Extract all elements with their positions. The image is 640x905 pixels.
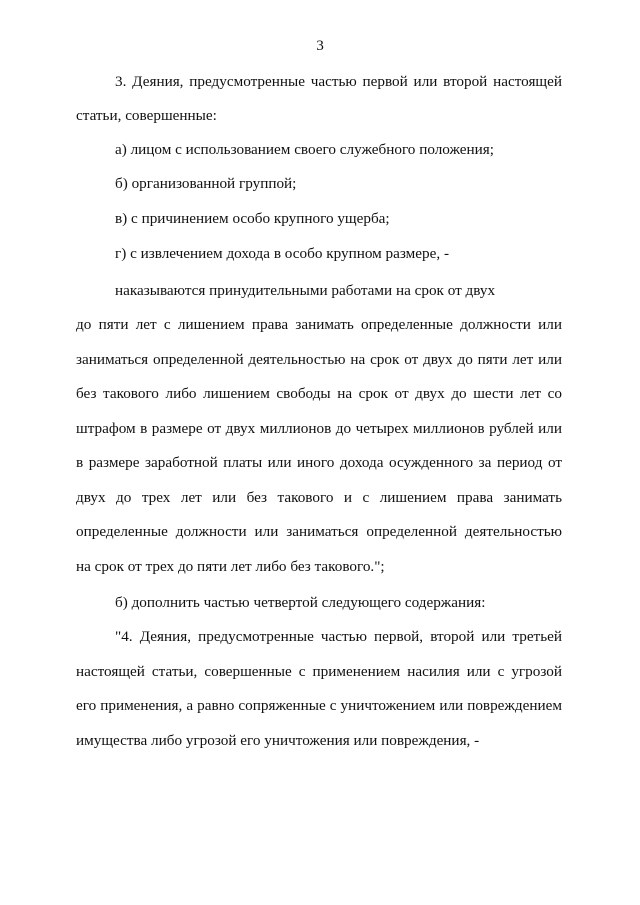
sanction-line-2: до пяти лет с лишением права занимать определенные должности или [76,316,562,333]
sanction-line-5: штрафом в размере от двух миллионов до четырех миллионов рублей или [76,420,562,437]
sanction-line-7: двух до трех лет или без такового и с лишением права занимать [76,489,562,506]
sanction-line-6: в размере заработной платы или иного дохода осужденного за период от [76,454,562,471]
paragraph-4-line-1: "4. Деяния, предусмотренные частью первой, второй или третьей [115,628,562,645]
paragraph-3-line-1: 3. Деяния, предусмотренные частью первой или второй настоящей [115,73,562,90]
paragraph-4-line-2: настоящей статьи, совершенные с применением насилия или с угрозой [76,663,562,680]
amendment-b-heading: б) дополнить частью четвертой следующего содержания: [115,594,486,611]
sanction-line-9: на срок от трех до пяти лет либо без такового."; [76,558,385,575]
sanction-line-8: определенные должности или заниматься определенной деятельностью [76,523,562,540]
paragraph-4-line-3: его применения, а равно сопряженные с уничтожением или повреждением [76,697,562,714]
paragraph-4-line-4: имущества либо угрозой его уничтожения или повреждения, - [76,732,480,749]
list-item-b: б) организованной группой; [115,175,297,192]
page-number: 3 [316,37,324,54]
list-item-a: а) лицом с использованием своего служебного положения; [115,141,495,158]
list-item-g: г) с извлечением дохода в особо крупном размере, - [115,245,450,262]
sanction-line-4: без такового либо лишением свободы на срок от двух до шести лет со [76,385,562,402]
sanction-line-3: заниматься определенной деятельностью на срок от двух до пяти лет или [76,351,562,368]
paragraph-3-line-2: статьи, совершенные: [76,107,217,124]
list-item-v: в) с причинением особо крупного ущерба; [115,210,390,227]
sanction-line-1: наказываются принудительными работами на срок от двух [115,282,496,299]
